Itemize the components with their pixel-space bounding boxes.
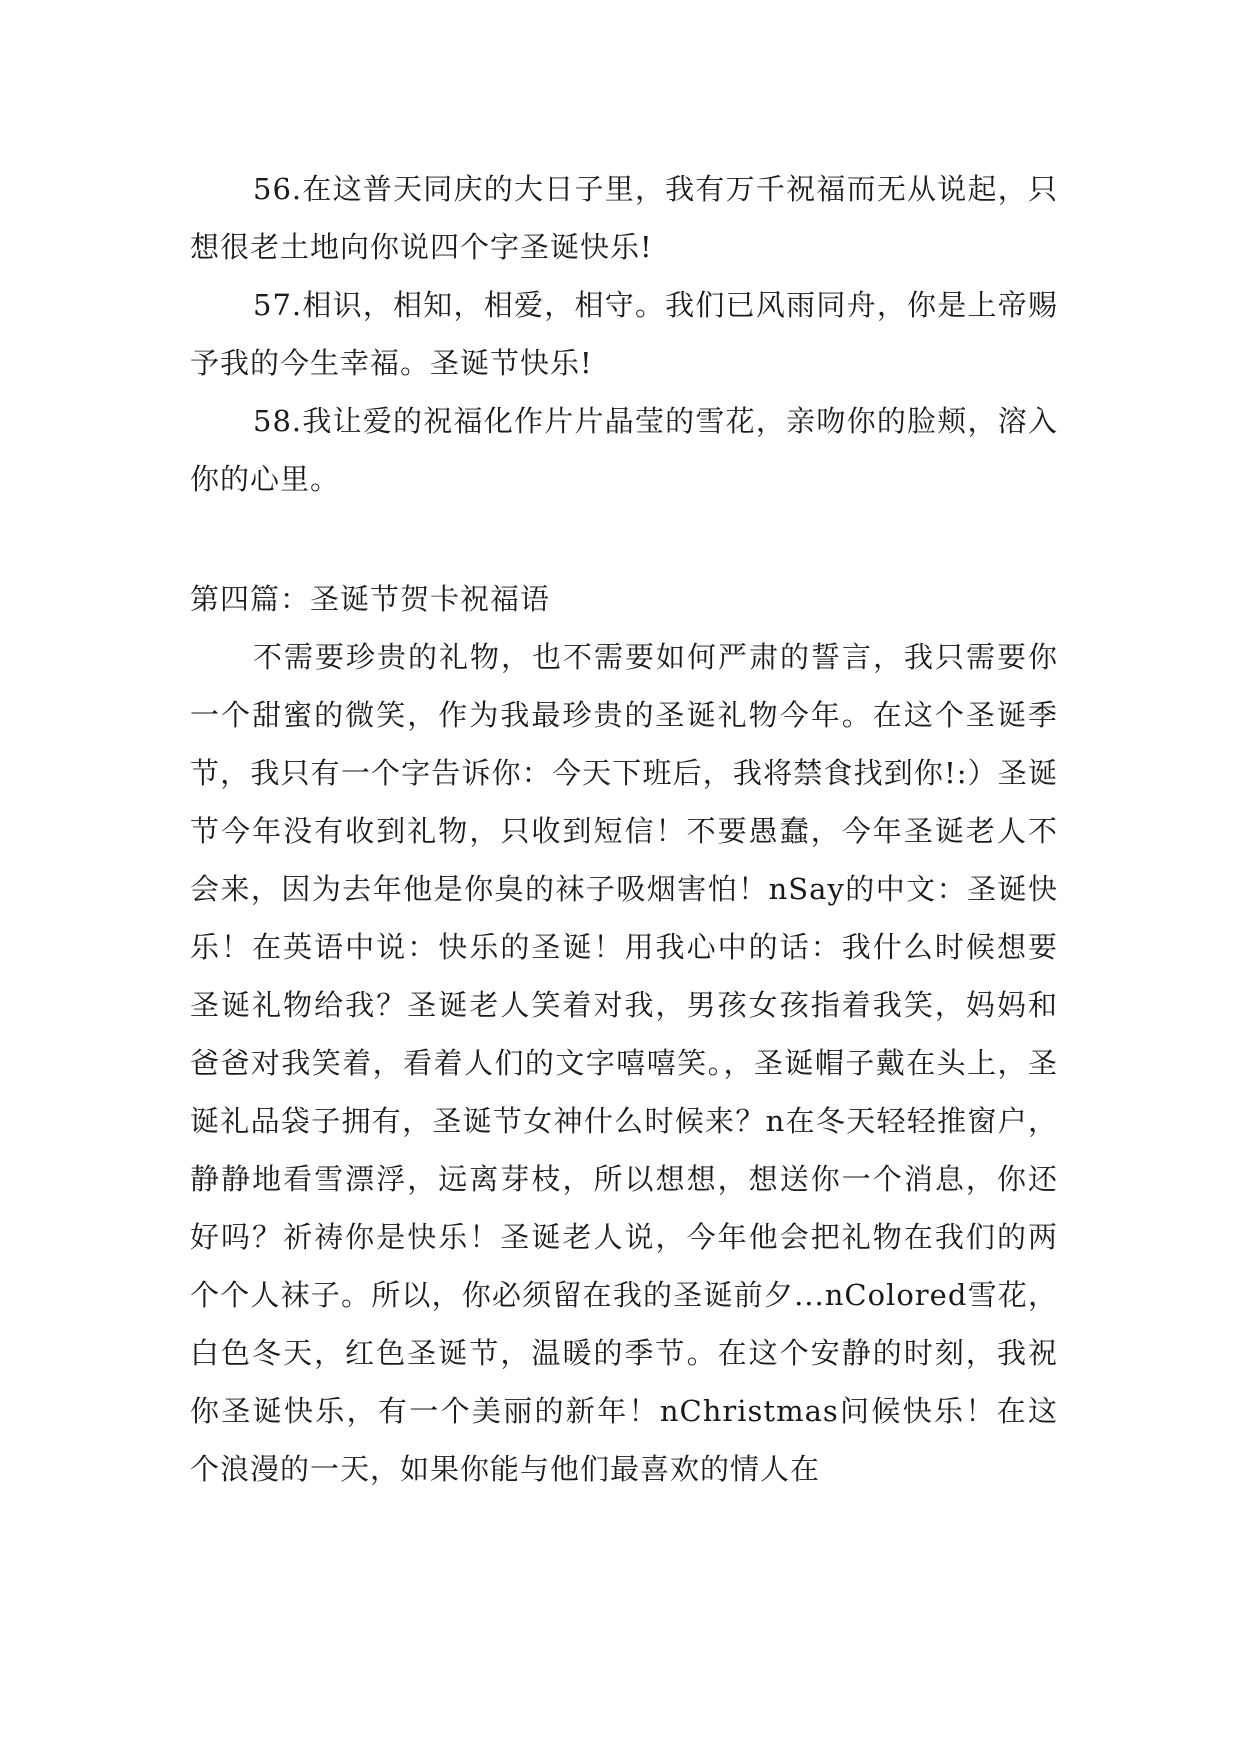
paragraph-56: 56.在这普天同庆的大日子里，我有万千祝福而无从说起，只想很老土地向你说四个字圣诞快乐! (190, 172, 1058, 264)
document-content (190, 160, 1058, 1498)
paragraph-58: 58.我让爱的祝福化作片片晶莹的雪花，亲吻你的脸颊，溶入你的心里。 (190, 404, 1058, 496)
section-body: 不需要珍贵的礼物，也不需要如何严肃的誓言，我只需要你一个甜蜜的微笑，作为我最珍贵的圣诞礼物今年。在这个圣诞季节，我只有一个字告诉你：今天下班后，我将禁食找到你!:）圣诞节今年没有收到礼物，只收到短信！不要愚蠢，今年圣诞老人不会来，因为去年他是你臭的袜子吸烟害怕！nSay的中文：圣诞快乐！在英语中说：快乐的圣诞！用我心中的话：我什么时候想要圣诞礼物给我？圣诞老人笑着对我，男孩女孩指着我笑，妈妈和爸爸对我笑着，看着人们的文字嘻嘻笑。，圣诞帽子戴在头上，圣诞礼品袋子拥有，圣诞节女神什么时候来？n在冬天轻轻推窗户，静静地看雪漂浮，远离芽枝，所以想想，想送你一个消息，你还好吗？祈祷你是快乐！圣诞老人说，今年他会把礼物在我们的两个个人袜子。所以，你必须留在我的圣诞前夕...nColored雪花，白色冬天，红色圣诞节，温暖的季节。在这个安静的时刻，我祝你圣诞快乐，有一个美丽的新年！nChristmas问候快乐！在这个浪漫的一天，如果你能与他们最喜欢的情人在 (190, 640, 1058, 1486)
paragraph-57: 57.相识，相知，相爱，相守。我们已风雨同舟，你是上帝赐予我的今生幸福。圣诞节快乐! (190, 288, 1058, 380)
section-heading: 第四篇：圣诞节贺卡祝福语 (190, 582, 551, 616)
